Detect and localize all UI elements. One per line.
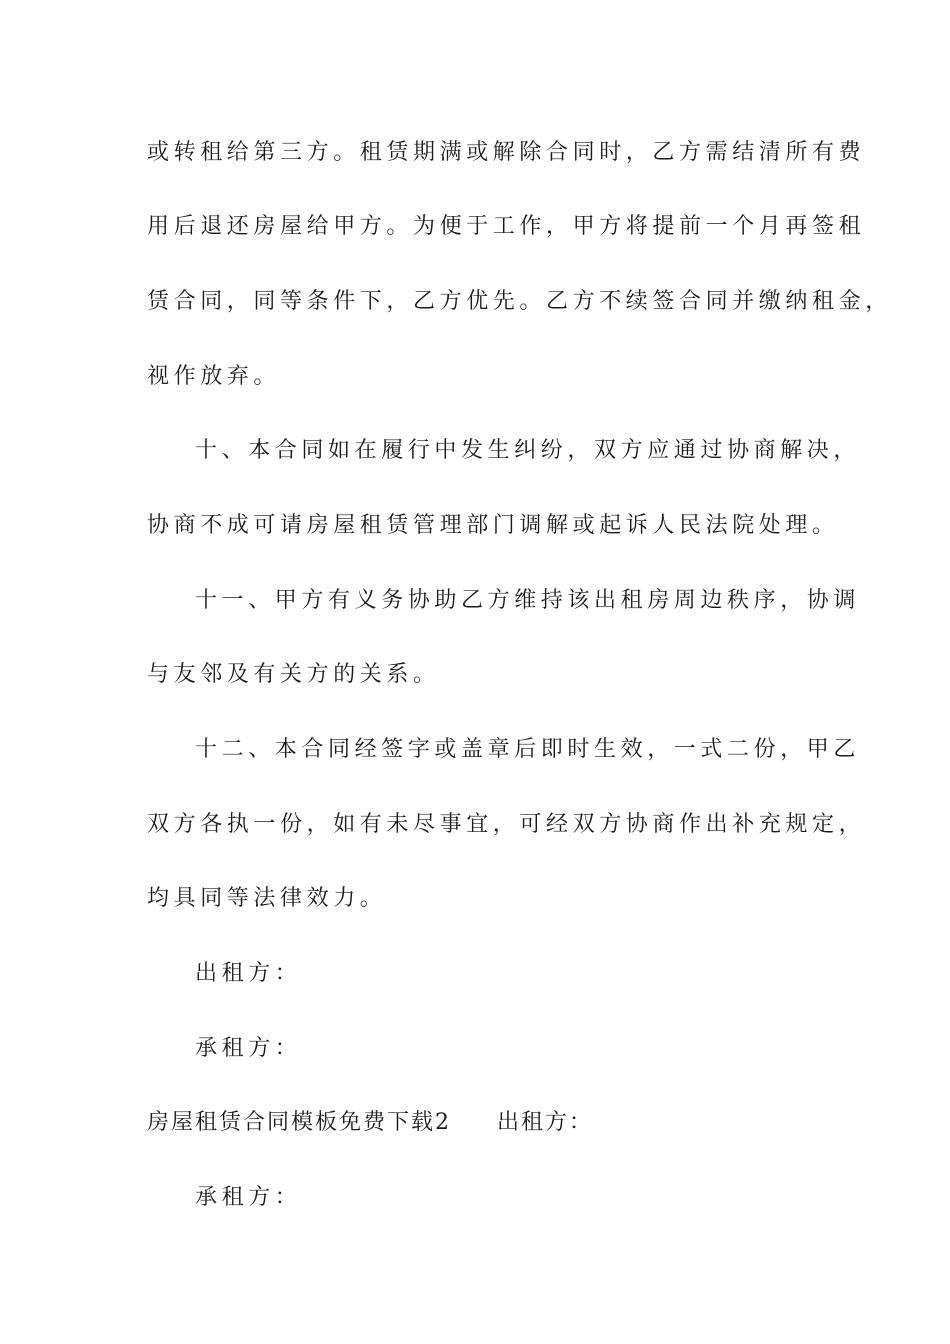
paragraph-12-line-3: 均具同等法律效力。: [147, 886, 387, 911]
paragraph-10-line-2: 协商不成可请房屋租赁管理部门调解或起诉人民法院处理。: [147, 513, 839, 538]
paragraph-11-line-2: 与友邻及有关方的关系。: [147, 662, 440, 687]
second-contract-lessor-label: 出租方：: [497, 1110, 594, 1135]
second-contract-heading-line: [147, 1108, 593, 1138]
paragraph-11-line-1: 十一、甲方有义务协助乙方维持该出租房周边秩序，协调: [195, 588, 861, 613]
paragraph-12-line-1: 十二、本合同经签字或盖章后即时生效，一式二份，甲乙: [195, 737, 861, 762]
paragraph-9-line-2: 用后退还房屋给甲方。为便于工作，甲方将提前一个月再签租: [147, 214, 866, 239]
second-contract-lessee-label: 承租方：: [195, 1185, 302, 1210]
lessee-label: 承租方：: [195, 1036, 302, 1061]
lessor-label: 出租方：: [195, 961, 302, 986]
paragraph-10-line-1: 十、本合同如在履行中发生纠纷，双方应通过协商解决，: [195, 438, 861, 463]
second-contract-title: 房屋租赁合同模板免费下载2: [147, 1110, 451, 1135]
paragraph-9-line-1: 或转租给第三方。租赁期满或解除合同时，乙方需结清所有费: [147, 140, 866, 165]
paragraph-9-line-3: 赁合同，同等条件下，乙方优先。乙方不续签合同并缴纳租金，: [147, 289, 892, 314]
paragraph-9-line-4: 视作放弃。: [147, 364, 281, 389]
paragraph-12-line-2: 双方各执一份，如有未尽事宜，可经双方协商作出补充规定，: [147, 812, 866, 837]
